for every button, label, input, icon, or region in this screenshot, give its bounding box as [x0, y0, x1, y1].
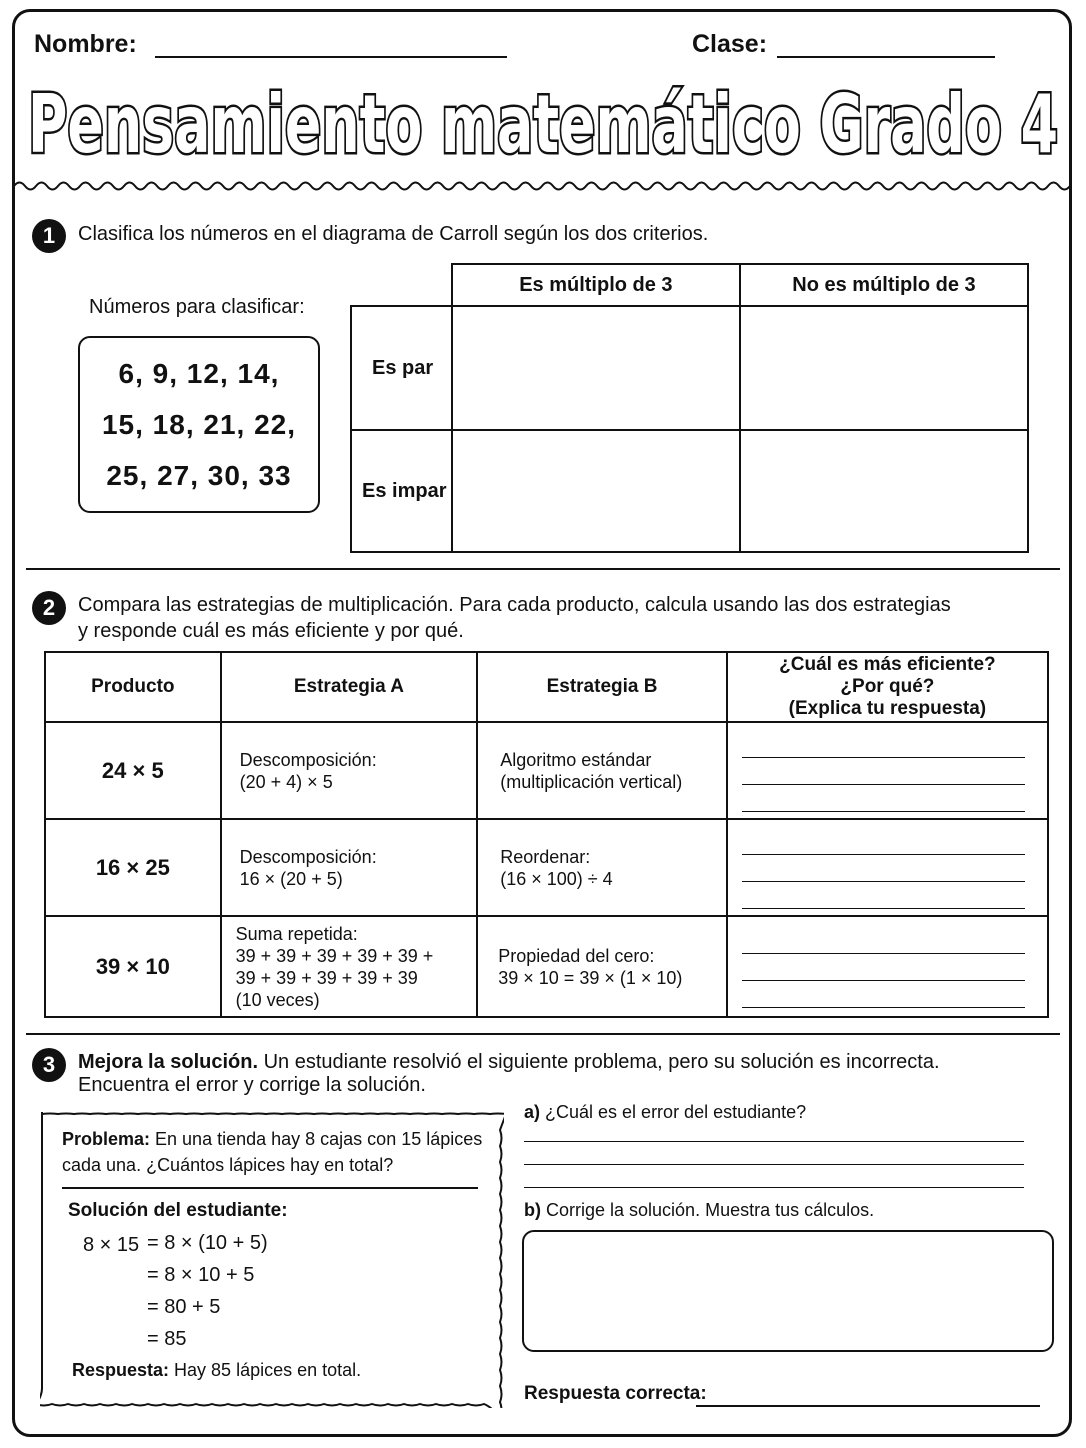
name-label: Nombre: — [34, 30, 137, 58]
part-b-text: Corrige la solución. Muestra tus cálculos. — [541, 1200, 875, 1220]
carroll-cell-odd-not-multiple[interactable] — [740, 430, 1028, 552]
strategy-a-line: Descomposición: — [239, 846, 377, 867]
question-2-badge: 2 — [32, 591, 66, 625]
strategy-b-line: Algoritmo estándar — [500, 749, 652, 770]
carroll-col-multiple: Es múltiplo de 3 — [452, 264, 740, 306]
strategy-b-line: (multiplicación vertical) — [500, 771, 683, 792]
product-cell: 39 × 10 — [45, 916, 221, 1017]
carroll-cell-odd-multiple[interactable] — [452, 430, 740, 552]
student-answer — [72, 1360, 361, 1381]
header-eff-line-1: ¿Cuál es más eficiente? — [779, 654, 996, 675]
strategy-b-line: (16 × 100) ÷ 4 — [500, 868, 613, 889]
answer-line[interactable] — [742, 927, 1025, 954]
correct-answer-label: Respuesta correcta: — [524, 1383, 707, 1404]
part-b-work-box[interactable] — [522, 1230, 1054, 1352]
strategy-b-cell — [477, 916, 727, 1017]
solution-step: = 8 × (10 + 5) — [147, 1232, 268, 1254]
page-title — [0, 62, 1086, 172]
carroll-diagram — [350, 263, 1029, 553]
wavy-divider — [14, 176, 1070, 196]
strategy-a-cell — [221, 916, 478, 1017]
numbers-line-2: 15, 18, 21, 22, — [101, 409, 297, 440]
question-3-instruction-line-2: Encuentra el error y corrige la solución. — [78, 1074, 426, 1096]
strategy-header-a: Estrategia A — [221, 652, 478, 722]
question-1-instruction: Clasifica los números en el diagrama de Carroll según los dos criterios. — [78, 223, 709, 245]
part-a-answer-line[interactable] — [524, 1164, 1024, 1165]
problem-divider — [62, 1187, 478, 1189]
strategy-a-line: Descomposición: — [239, 749, 377, 770]
strategy-a-line: Suma repetida: — [235, 923, 358, 944]
efficiency-answer-cell[interactable] — [727, 819, 1048, 916]
part-a-text: ¿Cuál es el error del estudiante? — [540, 1102, 807, 1122]
strategy-b-line: Propiedad del cero: — [498, 945, 655, 966]
header-eff-line-3: (Explica tu respuesta) — [788, 698, 987, 719]
table-row — [45, 916, 1048, 1017]
question-1-badge: 1 — [32, 219, 66, 253]
solution-step: = 80 + 5 — [147, 1296, 221, 1318]
carroll-cell-even-not-multiple[interactable] — [740, 306, 1028, 430]
instruction-bold: Mejora la solución. — [78, 1051, 259, 1073]
numbers-line-3: 25, 27, 30, 33 — [106, 460, 292, 491]
strategy-a-line: (10 veces) — [235, 989, 320, 1010]
carroll-row-even: Es par — [351, 306, 452, 430]
numbers-line-1: 6, 9, 12, 14, — [118, 358, 280, 389]
name-field[interactable] — [155, 56, 507, 58]
question-2-instruction-line-1: Compara las estrategias de multiplicación. Para cada producto, calcula usando las dos estrategias — [78, 594, 951, 616]
section-divider-1 — [26, 568, 1060, 570]
part-a-answer-line[interactable] — [524, 1141, 1024, 1142]
correct-answer-field[interactable] — [696, 1405, 1040, 1407]
strategy-b-line: 39 × 10 = 39 × (1 × 10) — [498, 967, 683, 988]
strategy-b-line: Reordenar: — [500, 846, 591, 867]
strategy-a-cell — [221, 819, 478, 916]
carroll-corner — [351, 264, 452, 306]
strategy-a-line: 16 × (20 + 5) — [239, 868, 343, 889]
answer-line[interactable] — [742, 828, 1025, 855]
table-row — [45, 722, 1048, 819]
answer-label: Respuesta: — [72, 1360, 170, 1380]
carroll-row-odd: Es impar — [351, 430, 452, 552]
question-2-instruction-line-2: y responde cuál es más eficiente y por qué. — [78, 620, 464, 642]
solution-step: = 8 × 10 + 5 — [147, 1264, 255, 1286]
part-b-label: b) — [524, 1200, 541, 1220]
class-label: Clase: — [692, 30, 768, 58]
efficiency-answer-cell[interactable] — [727, 722, 1048, 819]
answer-line[interactable] — [742, 758, 1025, 785]
answer-line[interactable] — [742, 882, 1025, 909]
strategy-header-efficient — [727, 652, 1048, 722]
strategy-b-cell — [477, 819, 727, 916]
page-title-text: Pensamiento matemático Grado 4 — [28, 78, 1058, 171]
strategy-header-b: Estrategia B — [477, 652, 727, 722]
answer-line[interactable] — [742, 731, 1025, 758]
instruction-rest: Un estudiante resolvió el siguiente problema, pero su solución es incorrecta. — [258, 1051, 940, 1073]
problem-text-line-1: En una tienda hay 8 cajas con 15 lápices — [150, 1129, 483, 1149]
answer-line[interactable] — [742, 981, 1025, 1008]
problem-label: Problema: — [62, 1129, 151, 1149]
carroll-cell-even-multiple[interactable] — [452, 306, 740, 430]
answer-text: Hay 85 lápices en total. — [169, 1360, 362, 1380]
question-3-badge: 3 — [32, 1048, 66, 1082]
solution-lhs: 8 × 15 — [83, 1234, 140, 1256]
problem-text — [62, 1126, 482, 1178]
efficiency-answer-cell[interactable] — [727, 916, 1048, 1017]
strategy-b-cell — [477, 722, 727, 819]
solution-label: Solución del estudiante: — [68, 1200, 288, 1221]
answer-line[interactable] — [742, 954, 1025, 981]
strategy-table — [44, 651, 1049, 1018]
part-b-prompt — [524, 1200, 874, 1221]
carroll-col-not-multiple: No es múltiplo de 3 — [740, 264, 1028, 306]
strategy-a-line: 39 + 39 + 39 + 39 + 39 — [235, 967, 418, 988]
problem-text-line-2: cada una. ¿Cuántos lápices hay en total? — [62, 1155, 394, 1175]
numbers-label: Números para clasificar: — [89, 296, 305, 318]
numbers-box — [78, 336, 320, 513]
strategy-header-product: Producto — [45, 652, 221, 722]
table-row — [45, 819, 1048, 916]
solution-step: = 85 — [147, 1328, 187, 1350]
strategy-a-cell — [221, 722, 478, 819]
strategy-a-line: 39 + 39 + 39 + 39 + 39 + — [235, 945, 434, 966]
part-a-answer-line[interactable] — [524, 1187, 1024, 1188]
part-a-label: a) — [524, 1102, 541, 1122]
header-eff-line-2: ¿Por qué? — [840, 676, 935, 697]
strategy-a-line: (20 + 4) × 5 — [239, 771, 333, 792]
part-a-prompt — [524, 1102, 806, 1123]
product-cell: 16 × 25 — [45, 819, 221, 916]
answer-line[interactable] — [742, 785, 1025, 812]
answer-line[interactable] — [742, 855, 1025, 882]
section-divider-2 — [26, 1033, 1060, 1035]
product-cell: 24 × 5 — [45, 722, 221, 819]
class-field[interactable] — [777, 56, 995, 58]
